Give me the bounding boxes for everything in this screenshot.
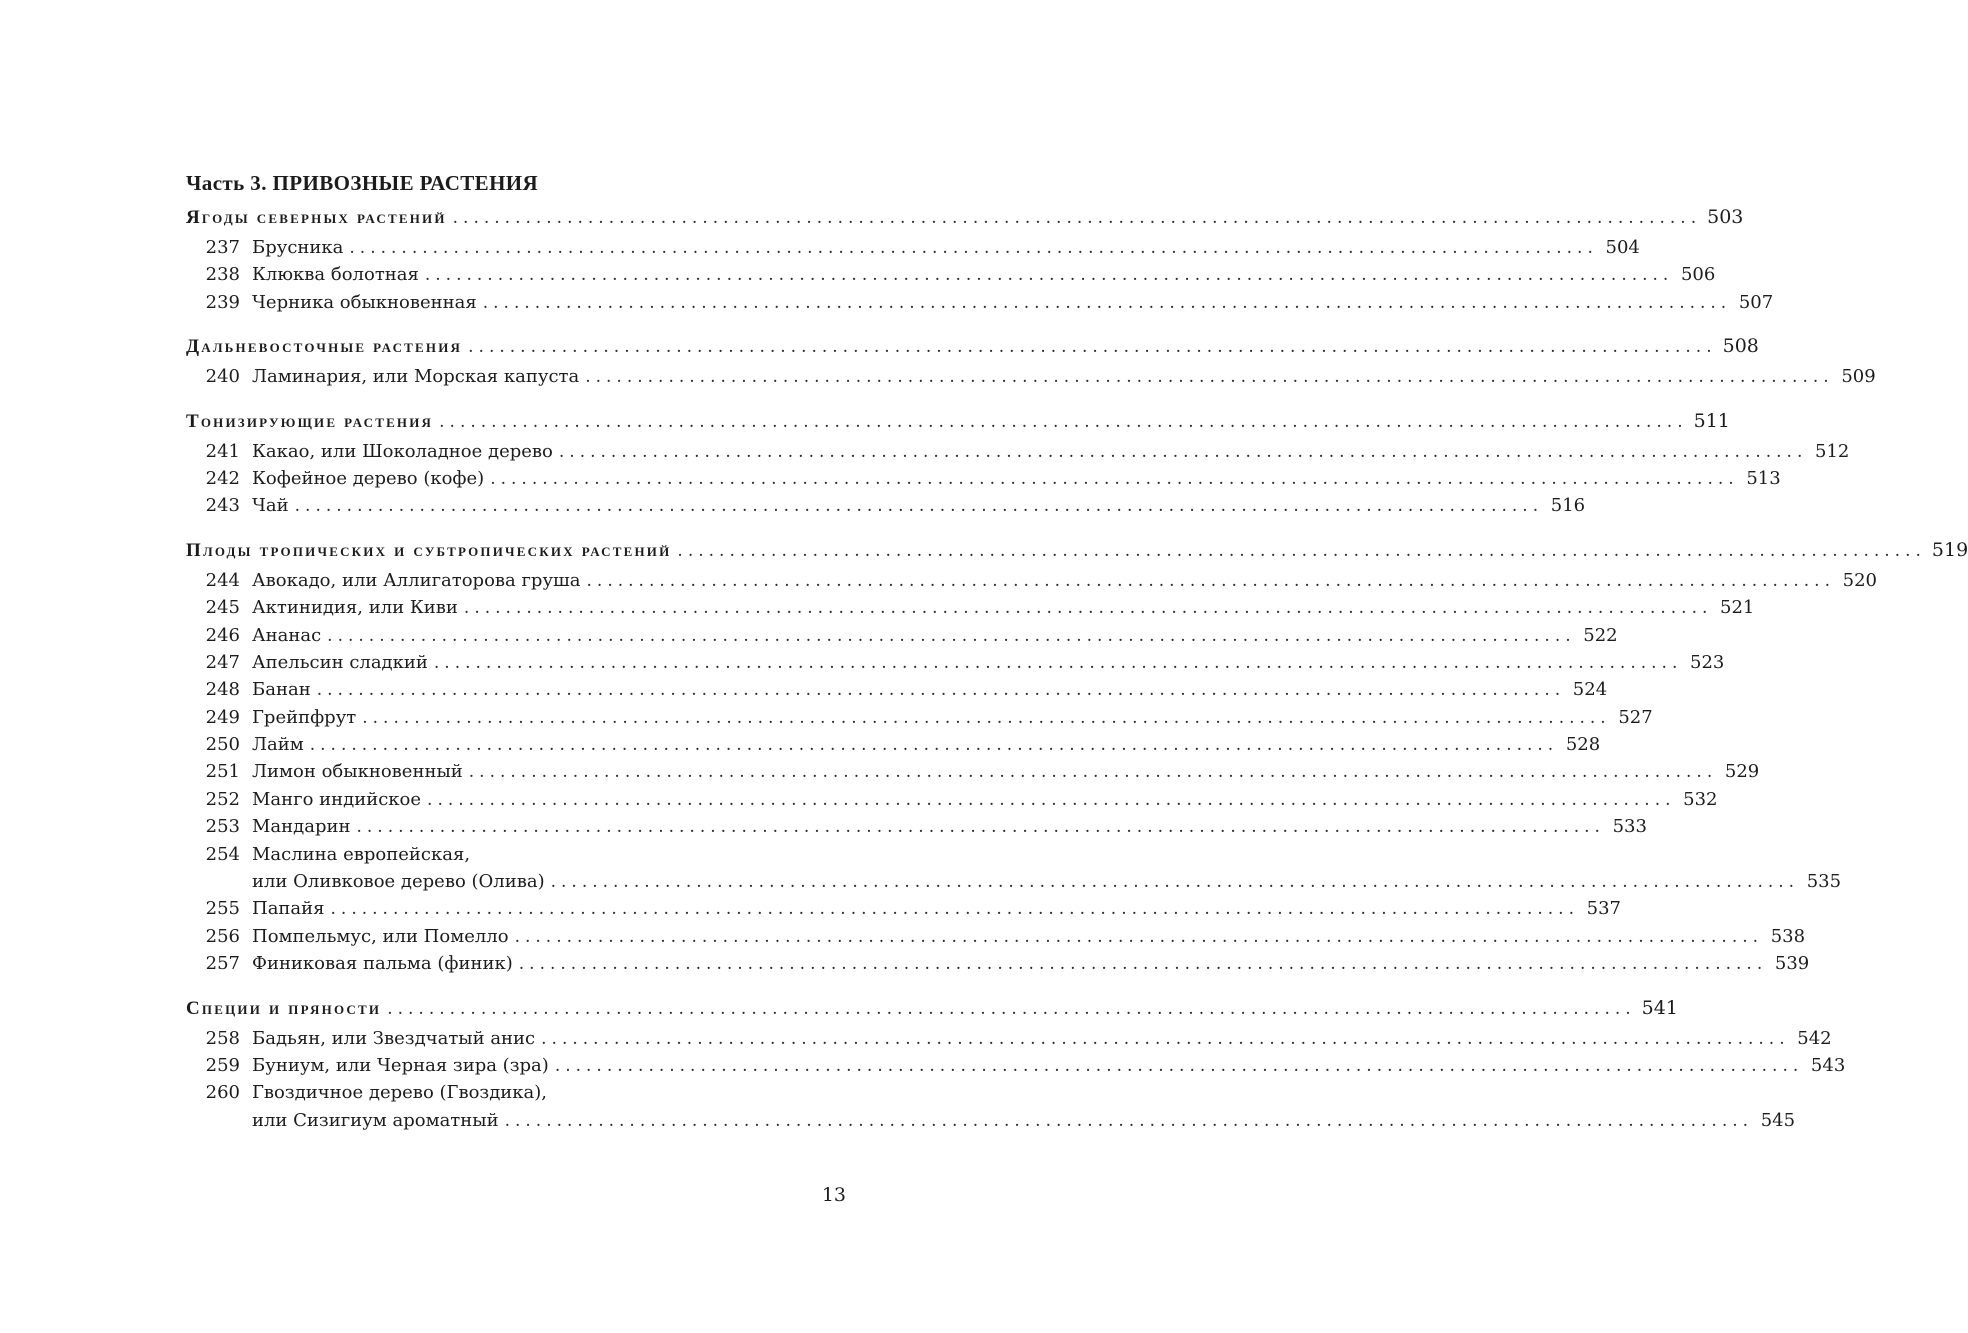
entry-number: 243 (205, 495, 240, 517)
entry-number: 256 (205, 925, 240, 947)
entry-number: 251 (205, 761, 240, 783)
entry-page: 524 (1572, 679, 1608, 701)
dot-leader: ........................................................................................................................ (330, 899, 1579, 920)
entry-page: 522 (1583, 624, 1618, 646)
dot-leader: ........................................................................................................................ (468, 762, 1718, 783)
toc-entry[interactable] (186, 465, 1781, 492)
entry-title: Авокадо, или Аллигаторова груша (252, 569, 581, 591)
dot-leader: ........................................................................................................................ (294, 496, 1544, 517)
entry-title: Папайя (252, 898, 325, 920)
toc-entry-multiline[interactable] (186, 1079, 1796, 1134)
entry-number: 237 (205, 237, 240, 258)
entry-title: Бадьян, или Звездчатый анис (252, 1027, 536, 1049)
entry-number: 239 (205, 291, 240, 313)
dot-leader: ........................................................................................................................ (586, 570, 1835, 591)
entry-title: Кофейное дерево (кофе) (252, 467, 485, 489)
entry-page: 504 (1605, 237, 1640, 258)
section-page: 541 (1641, 996, 1678, 1019)
entry-title: Финиковая пальма (финик) (252, 953, 513, 975)
section-page: 503 (1707, 206, 1744, 228)
entry-page: 521 (1720, 597, 1755, 619)
entry-number: 253 (205, 816, 240, 838)
dot-leader: ........................................................................................................................ (463, 598, 1713, 619)
entry-number: 258 (205, 1027, 240, 1049)
entry-number: 242 (205, 467, 240, 489)
entry-title: Апельсин сладкий (252, 651, 428, 673)
entry-number: 248 (205, 679, 240, 701)
entry-number: 240 (205, 366, 240, 388)
section-heading[interactable] (186, 201, 1744, 234)
entry-page: 520 (1842, 569, 1877, 591)
entry-number: 247 (205, 651, 240, 673)
entry-number: 246 (205, 624, 240, 646)
dot-leader: ........................................................................................................................ (554, 1055, 1804, 1076)
section-heading[interactable] (186, 992, 1678, 1025)
toc-entry[interactable] (186, 492, 1586, 519)
entry-title: Манго индийское (252, 788, 422, 810)
dot-leader: ........................................................................................................................ (362, 707, 1611, 728)
toc-section (186, 405, 1850, 520)
toc-entry[interactable] (186, 622, 1618, 649)
entry-page: 542 (1797, 1027, 1832, 1049)
entry-page: 529 (1724, 761, 1760, 783)
section-page: 511 (1693, 409, 1730, 432)
dot-leader: ........................................................................................................................ (309, 735, 1559, 756)
toc-entry[interactable] (186, 234, 1640, 261)
entry-page: 507 (1738, 291, 1774, 313)
toc-entry-multiline[interactable] (186, 841, 1842, 896)
entry-title: Актинидия, или Киви (252, 597, 458, 619)
dot-leader: ........................................................................................................................ (558, 441, 1808, 462)
section-page: 508 (1722, 335, 1759, 358)
toc-entry[interactable] (186, 1052, 1846, 1079)
entry-page: 512 (1815, 440, 1850, 462)
section-heading[interactable] (186, 330, 1759, 363)
toc-entry[interactable] (186, 813, 1647, 840)
entry-title: Ламинария, или Морская капуста (252, 366, 580, 388)
entry-title: Брусника (252, 237, 344, 258)
toc-entry[interactable] (186, 676, 1608, 703)
toc-entry-continuation (186, 868, 1842, 895)
toc-entry-first-line (186, 1079, 846, 1106)
entry-title-continuation: или Оливковое дерево (Олива) (252, 871, 545, 893)
toc-entry[interactable] (186, 261, 1716, 288)
toc-entry[interactable] (186, 731, 1601, 758)
entry-title: Ананас (252, 624, 322, 646)
dot-leader: ........................................................................................................................ (424, 265, 1674, 286)
dot-leader: ........................................................................................................................ (514, 926, 1764, 947)
dot-leader: ........................................................................................................................ (504, 1110, 1754, 1131)
entry-page: 513 (1746, 467, 1781, 489)
section-heading[interactable] (186, 405, 1730, 438)
entry-title: Какао, или Шоколадное дерево (252, 440, 553, 462)
toc-entry[interactable] (186, 758, 1760, 785)
entry-page: 543 (1810, 1054, 1846, 1076)
toc-section (186, 992, 1846, 1135)
toc-entry-first-line (186, 841, 846, 868)
toc-section (186, 534, 1968, 978)
dot-leader: ........................................................................................................................ (452, 208, 1702, 228)
entry-title: Лимон обыкновенный (252, 761, 463, 783)
entry-title: Черника обыкновенная (252, 291, 477, 313)
entry-page: 516 (1550, 495, 1586, 517)
toc-section (186, 330, 1876, 390)
part-title: Часть 3. ПРИВОЗНЫЕ РАСТЕНИЯ (186, 171, 539, 195)
entry-title: Буниум, или Черная зира (зра) (252, 1054, 549, 1076)
dot-leader: ........................................................................................................................ (677, 540, 1926, 561)
entry-number: 245 (205, 597, 240, 619)
entry-page: 509 (1841, 366, 1876, 388)
dot-leader: ........................................................................................................................ (585, 367, 1834, 388)
entry-page: 537 (1586, 898, 1621, 920)
dot-leader: ........................................................................................................................ (468, 337, 1717, 358)
entry-title: Клюква болотная (252, 264, 419, 286)
entry-title-continuation: или Сизигиум ароматный (252, 1109, 499, 1131)
dot-leader: ........................................................................................................................ (316, 680, 1566, 701)
toc-entry[interactable] (186, 950, 1810, 977)
entry-title: Чай (252, 495, 289, 517)
entry-number: 244 (205, 569, 240, 591)
dot-leader: ........................................................................................................................ (427, 789, 1676, 810)
toc-entry[interactable] (186, 594, 1755, 621)
toc-entry[interactable] (186, 363, 1876, 390)
entry-number: 249 (205, 706, 240, 728)
entry-number: 241 (205, 440, 240, 462)
entry-number: 257 (205, 953, 240, 975)
section-title: Плоды тропических и субтропических растений (186, 539, 672, 561)
entry-number: 238 (205, 264, 240, 286)
dot-leader: ........................................................................................................................ (541, 1028, 1790, 1049)
entry-page: 527 (1618, 706, 1653, 728)
dot-leader: ........................................................................................................................ (356, 817, 1605, 838)
toc-entry[interactable] (186, 895, 1621, 922)
section-title: Дальневосточные растения (186, 336, 463, 358)
toc-entry[interactable] (186, 704, 1653, 731)
toc-entry[interactable] (186, 786, 1718, 813)
page-number: 13 (821, 1184, 846, 1206)
dot-leader: ........................................................................................................................ (433, 652, 1683, 673)
dot-leader: ........................................................................................................................ (439, 411, 1688, 432)
dot-leader: ........................................................................................................................ (387, 998, 1636, 1019)
entry-title: Грейпфрут (252, 706, 357, 728)
entry-page: 532 (1683, 788, 1718, 810)
entry-title: Лайм (252, 734, 304, 756)
entry-title: Банан (252, 679, 311, 701)
dot-leader: ........................................................................................................................ (518, 954, 1768, 975)
entry-page: 533 (1612, 816, 1647, 838)
dot-leader: ........................................................................................................................ (349, 238, 1598, 258)
toc-entry[interactable] (186, 1025, 1832, 1052)
toc-entry[interactable] (186, 649, 1725, 676)
entry-title: Помпельмус, или Помелло (252, 925, 509, 947)
section-title: Специи и пряности (186, 997, 382, 1019)
dot-leader: ........................................................................................................................ (327, 625, 1576, 646)
entry-number: 254 (205, 843, 240, 865)
dot-leader: ........................................................................................................................ (550, 872, 1800, 893)
entry-title: Маслина европейская, (252, 843, 471, 865)
entry-number: 255 (205, 898, 240, 920)
entry-title: Мандарин (252, 816, 351, 838)
section-page: 519 (1931, 538, 1968, 561)
entry-page: 539 (1774, 953, 1810, 975)
toc-entry[interactable] (186, 567, 1877, 594)
toc-entry-continuation (186, 1107, 1796, 1134)
toc-section (186, 201, 1774, 316)
toc-entry[interactable] (186, 289, 1774, 316)
entry-number: 260 (205, 1082, 240, 1104)
section-heading[interactable] (186, 534, 1968, 567)
dot-leader: ........................................................................................................................ (490, 468, 1739, 489)
toc-entry[interactable] (186, 923, 1806, 950)
section-title: Тонизирующие растения (186, 410, 434, 432)
entry-page: 545 (1760, 1109, 1796, 1131)
entry-page: 535 (1806, 871, 1842, 893)
dot-leader: ........................................................................................................................ (482, 292, 1732, 313)
entry-number: 259 (205, 1054, 240, 1076)
entry-number: 250 (205, 734, 240, 756)
entry-page: 528 (1565, 734, 1601, 756)
entry-page: 523 (1690, 651, 1725, 673)
entry-page: 506 (1680, 264, 1716, 286)
table-of-contents (186, 165, 1968, 1148)
entry-number: 252 (205, 788, 240, 810)
entry-title: Гвоздичное дерево (Гвоздика), (252, 1082, 548, 1104)
entry-page: 538 (1770, 925, 1806, 947)
toc-entry[interactable] (186, 438, 1850, 465)
section-title: Ягоды северных растений (186, 207, 447, 228)
